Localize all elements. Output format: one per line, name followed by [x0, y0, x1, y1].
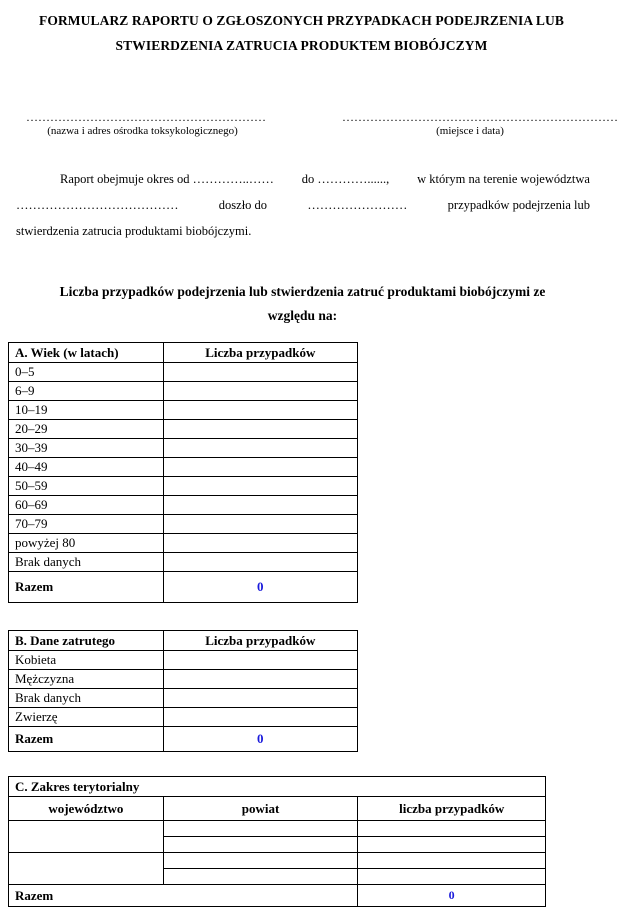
table-cell-county-input[interactable]: [163, 853, 358, 869]
table-row-label: Brak danych: [9, 553, 164, 572]
table-row-label: 20–29: [9, 420, 164, 439]
table-cell-input[interactable]: [163, 363, 357, 382]
table-row-label: 40–49: [9, 458, 164, 477]
table-cell-input[interactable]: [163, 458, 357, 477]
table-row-label: 50–59: [9, 477, 164, 496]
table-row-label: Zwierzę: [9, 708, 164, 727]
center-name-dots[interactable]: ……………………………………………………: [26, 110, 266, 124]
table-age-header-category: A. Wiek (w latach): [9, 343, 164, 363]
table-row-label: powyżej 80: [9, 534, 164, 553]
place-date-dots[interactable]: ……………………………………………………………: [342, 110, 618, 124]
table-row-label: 10–19: [9, 401, 164, 420]
report-cases-text: przypadków podejrzenia lub: [447, 198, 590, 212]
table-cell-input[interactable]: [163, 708, 357, 727]
table-row-label: 70–79: [9, 515, 164, 534]
table-age-header-count: Liczba przypadków: [163, 343, 357, 363]
table-territory-col-voivodeship: województwo: [9, 797, 164, 821]
table-cell-count-input[interactable]: [358, 869, 546, 885]
report-period-from: Raport obejmuje okres od …………..……: [60, 172, 274, 186]
table-cell-input[interactable]: [163, 534, 357, 553]
table-row-label: 30–39: [9, 439, 164, 458]
table-cell-input[interactable]: [163, 515, 357, 534]
table-age-total-label: Razem: [9, 572, 164, 603]
table-cell-voivodeship-input[interactable]: [9, 821, 164, 853]
table-age: [8, 342, 358, 603]
report-region-text: w którym na terenie województwa: [417, 172, 590, 186]
table-cell-input[interactable]: [163, 651, 357, 670]
table-patient-header-category: B. Dane zatrutego: [9, 631, 164, 651]
table-territory-col-count: liczba przypadków: [358, 797, 546, 821]
table-cell-input[interactable]: [163, 670, 357, 689]
table-cell-input[interactable]: [163, 496, 357, 515]
table-cell-input[interactable]: [163, 477, 357, 496]
table-cell-county-input[interactable]: [163, 821, 358, 837]
table-cell-input[interactable]: [163, 553, 357, 572]
subheading-line-1: Liczba przypadków podejrzenia lub stwierdzenia zatruć produktami biobójczymi ze: [59, 284, 546, 299]
center-name-caption: (nazwa i adres ośrodka toksykologicznego): [47, 125, 238, 137]
table-cell-voivodeship-input[interactable]: [9, 853, 164, 885]
section-subheading: [30, 280, 575, 328]
table-patient-total-label: Razem: [9, 727, 164, 752]
table-patient: [8, 630, 358, 752]
table-row-label: 6–9: [9, 382, 164, 401]
table-cell-count-input[interactable]: [358, 853, 546, 869]
table-row-label: 0–5: [9, 363, 164, 382]
table-row-label: Kobieta: [9, 651, 164, 670]
table-cell-input[interactable]: [163, 689, 357, 708]
table-row-label: Mężczyzna: [9, 670, 164, 689]
table-patient-total-value: 0: [163, 727, 357, 752]
table-cell-input[interactable]: [163, 420, 357, 439]
table-cell-county-input[interactable]: [163, 869, 358, 885]
report-count-dots: ……………………: [307, 198, 408, 212]
report-occurred-text: doszło do: [218, 198, 268, 212]
table-cell-count-input[interactable]: [358, 821, 546, 837]
table-row-label: Brak danych: [9, 689, 164, 708]
table-territory: [8, 776, 546, 907]
report-end-text: stwierdzenia zatrucia produktami biobójczymi.: [16, 224, 252, 238]
report-region-dots: …………………………………: [16, 198, 179, 212]
table-age-total-value: 0: [163, 572, 357, 603]
table-cell-count-input[interactable]: [358, 837, 546, 853]
table-cell-input[interactable]: [163, 401, 357, 420]
table-cell-input[interactable]: [163, 439, 357, 458]
form-title: [0, 8, 603, 58]
report-paragraph: [16, 166, 590, 244]
place-date-caption: (miejsce i data): [436, 125, 504, 137]
report-period-to: do …………......,: [301, 172, 390, 186]
table-patient-header-count: Liczba przypadków: [163, 631, 357, 651]
table-cell-input[interactable]: [163, 382, 357, 401]
table-territory-total-label: Razem: [9, 885, 358, 907]
form-title-line-2: STWIERDZENIA ZATRUCIA PRODUKTEM BIOBÓJCZYM: [115, 38, 488, 53]
table-territory-col-county: powiat: [163, 797, 358, 821]
table-row-label: 60–69: [9, 496, 164, 515]
table-territory-total-value: 0: [358, 885, 546, 907]
form-title-line-1: FORMULARZ RAPORTU O ZGŁOSZONYCH PRZYPADKACH PODEJRZENIA LUB: [39, 13, 564, 28]
table-cell-county-input[interactable]: [163, 837, 358, 853]
subheading-line-2: względu na:: [267, 308, 338, 323]
table-territory-header: C. Zakres terytorialny: [9, 777, 546, 797]
